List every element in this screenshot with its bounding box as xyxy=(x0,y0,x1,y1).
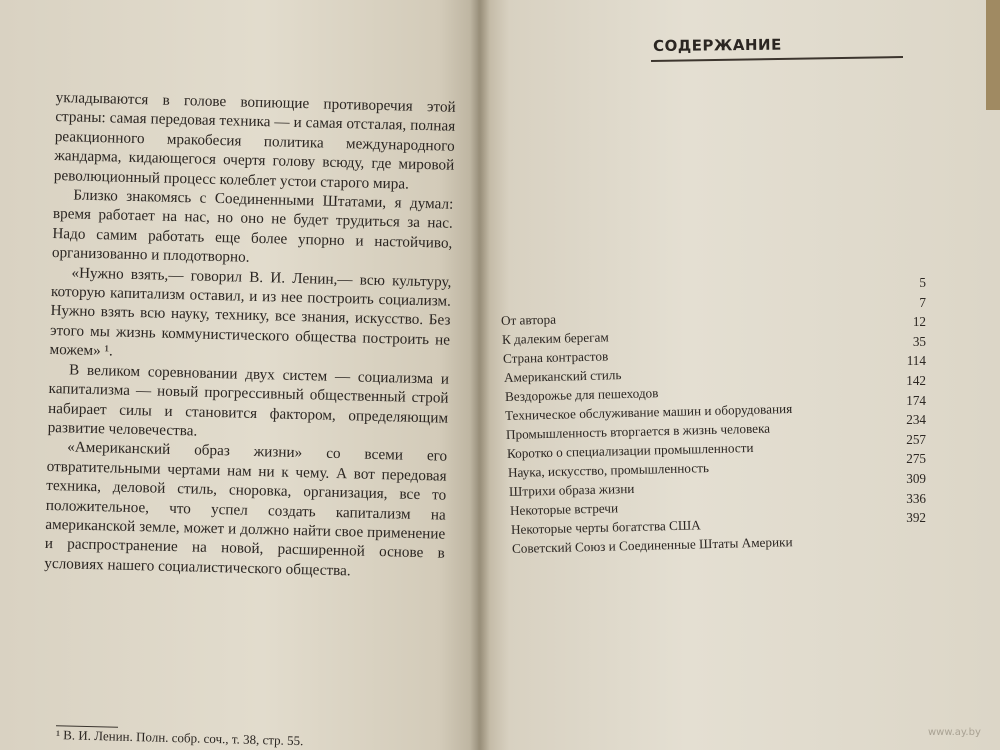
contents-entry: Американский стиль xyxy=(503,367,622,385)
contents-entry: Советский Союз и Соединенные Штаты Америки xyxy=(511,534,793,556)
contents-entry: Некоторые черты богатства США xyxy=(510,517,701,537)
contents-page-number: 234 xyxy=(906,412,926,428)
paragraph: «Американский образ жизни» со всеми его отвратительными чертами нам ни к чему. А вот передовая техника, деловой стиль, сноровка, организация, все то положительное, что успел создать капитализм на американской земле, может и должно найти свое применение и распространение на новой, расширенной основе в условиях нашего социалистического общества. xyxy=(44,438,448,580)
paragraph: В великом соревновании двух систем — социализма и капитализма — новый прогрессивный общественный строй набирает силы и становится фактором, определяющим развитие человечества. xyxy=(47,361,450,440)
contents-entry: Вездорожье для пешеходов xyxy=(504,385,659,404)
contents-page-number: 336 xyxy=(906,490,926,506)
paragraph: «Нужно взять,— говорил В. И. Ленин,— всю культуру, которую капитализм оставил, и из нее построить социализм. Нужно взять всю науку, технику, все знания, искусство. Без этого мы жизнь коммунистического общества построить не можем» ¹. xyxy=(49,264,452,360)
contents-page-number: 257 xyxy=(906,431,926,447)
contents-page-number: 35 xyxy=(912,333,926,349)
contents-page-number: 142 xyxy=(906,373,926,388)
contents-entry: Наука, искусство, промышленность xyxy=(507,460,710,480)
contents-page-number: 114 xyxy=(906,353,926,369)
footnote: ¹ В. И. Ленин. Полн. собр. соч., т. 38, стр. 55. xyxy=(55,727,304,749)
contents-page-number: 5 xyxy=(919,275,926,290)
contents-entry: Коротко о специализации промышленности xyxy=(506,439,754,461)
contents-page-number: 12 xyxy=(912,314,926,330)
contents-entry: Техническое обслуживание машин и оборудования xyxy=(505,400,793,423)
contents-page-number: 174 xyxy=(906,392,926,408)
contents-entry: Штрихи образа жизни xyxy=(508,480,635,499)
contents-entry: Страна контрастов xyxy=(502,348,609,366)
contents-title: СОДЕРЖАНИЕ xyxy=(653,35,782,55)
contents-page-number: 392 xyxy=(906,510,926,526)
contents-page-number: 275 xyxy=(906,451,926,467)
watermark: www.ay.by xyxy=(928,727,981,738)
contents-entry: Промышленность вторгается в жизнь человека xyxy=(506,420,771,442)
contents-page-number: 309 xyxy=(906,471,926,486)
contents-entry: Некоторые встречи xyxy=(509,500,619,518)
contents-entry: От автора xyxy=(500,311,557,328)
paragraph: укладываются в голове вопиющие противоречия этой страны: самая передовая техника — и самая отсталая, полная реакционного мракобесия политика международного жандарма, кидающегося очертя голову всюду, где мировой революционный процесс колеблет устои старого мира. xyxy=(53,88,456,193)
contents-page-number: 7 xyxy=(919,294,926,310)
contents-entry: К далеким берегам xyxy=(501,329,609,347)
paragraph: Близко знакомясь с Соединенными Штатами, я думал: время работает на нас, но оно не будет трудиться за нас. Надо самим работать еще более упорно и настойчиво, организованно и плодотворно. xyxy=(51,186,454,267)
